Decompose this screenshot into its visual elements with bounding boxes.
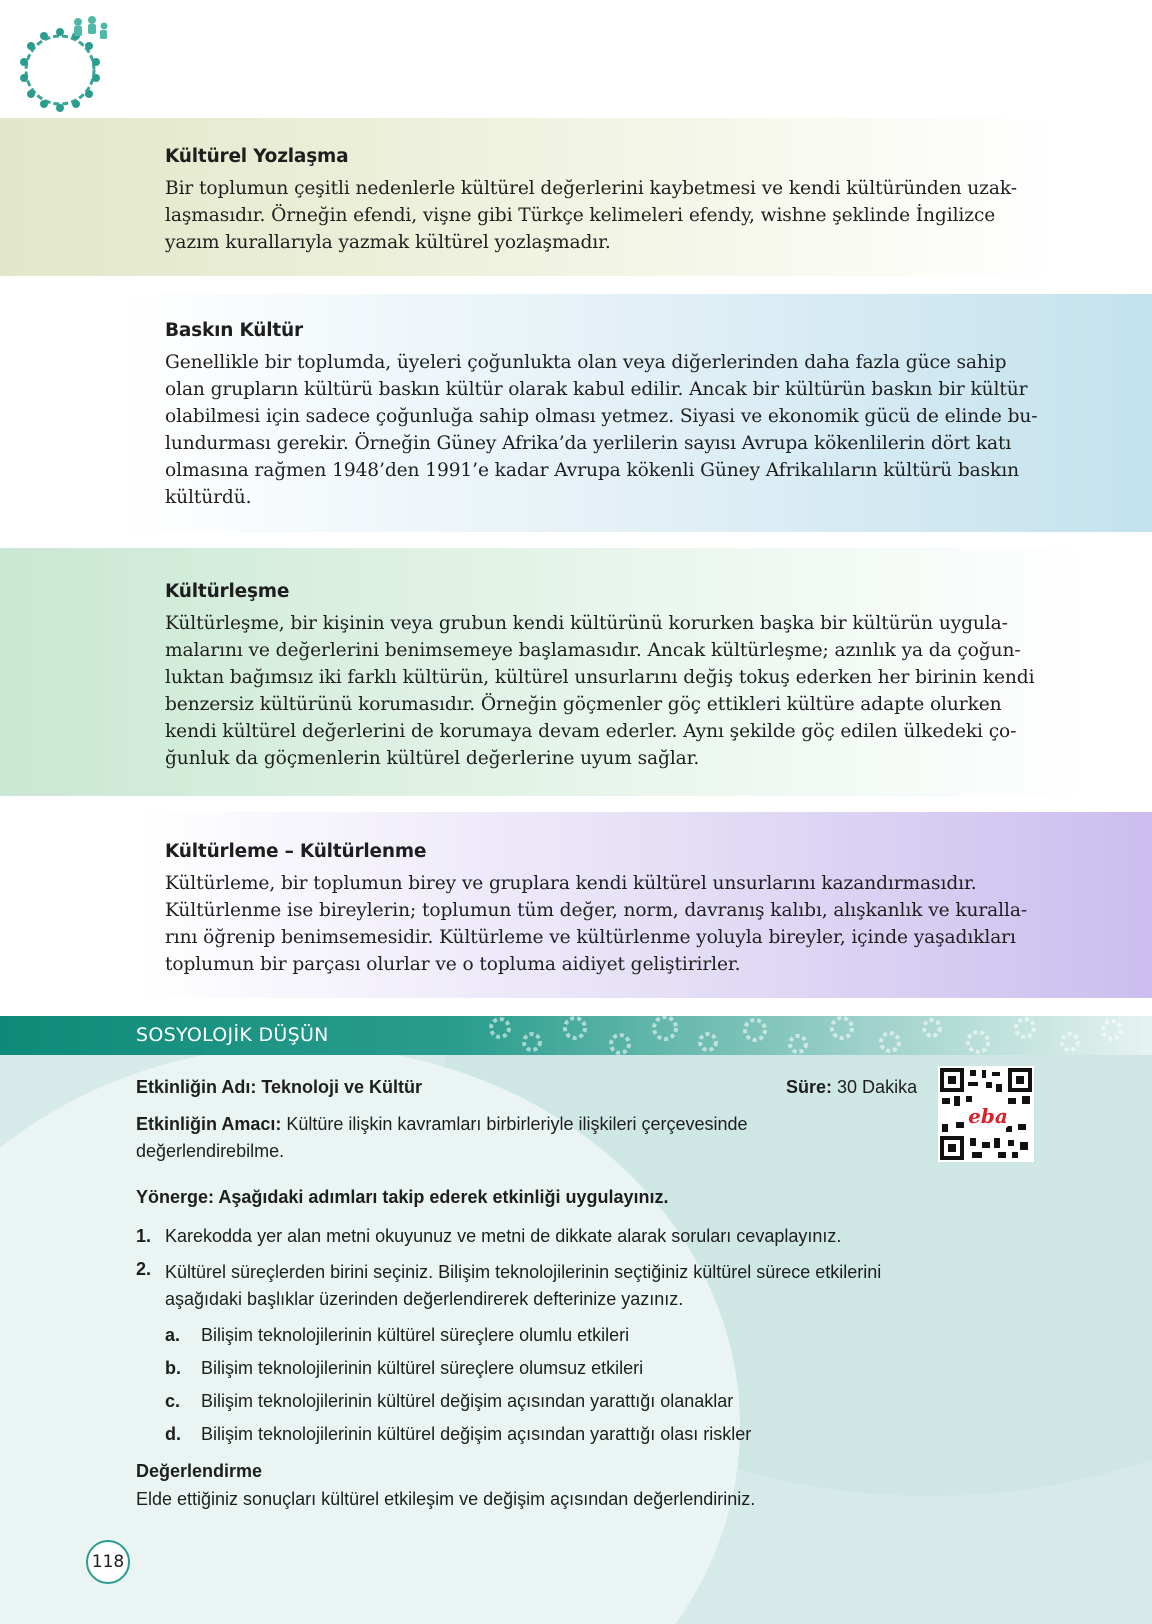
step-number: 2.	[136, 1259, 152, 1279]
duration-value: 30 Dakika	[837, 1077, 918, 1097]
eba-logo-text: eba	[968, 1104, 1008, 1128]
step-text	[165, 1259, 881, 1313]
section-body	[165, 870, 1035, 978]
section-title: Kültürel Yozlaşma	[165, 146, 349, 167]
duration-row	[786, 1077, 917, 1098]
body-line: Kültürleme, bir toplumun birey ve gruplara kendi kültürel unsurlarını kazandırmasıdır.	[165, 873, 977, 894]
section-title: Kültürleşme	[165, 581, 290, 602]
duration-label: Süre:	[786, 1077, 833, 1097]
body-line: Kültürleşme, bir kişinin veya grubun kendi kültürünü korurken başka bir kültürün uygula-	[165, 613, 1008, 634]
body-line: olmasına rağmen 1948’den 1991’e kadar Avrupa kökenli Güney Afrikalıların kültürü baskın	[165, 460, 1019, 481]
body-line: Genellikle bir toplumda, üyeleri çoğunlukta olan veya diğerlerinden daha fazla güce sahip	[165, 352, 1007, 373]
body-line: Kültürlenme ise bireylerin; toplumun tüm değer, norm, davranış kalıbı, alışkanlık ve kuralla-	[165, 900, 1028, 921]
section-title: Baskın Kültür	[165, 320, 303, 341]
body-line: Bir toplumun çeşitli nedenlerle kültürel değerlerini kaybetmesi ve kendi kültüründen uzak-	[165, 178, 1017, 199]
subitem-text: Bilişim teknolojilerinin kültürel değişim açısından yarattığı olası riskler	[201, 1424, 752, 1444]
body-line: kendi kültürel değerlerini de korumaya devam ederler. Aynı şekilde göç edilen ülkedeki ço-	[165, 721, 1017, 742]
body-line: olan grupların kültürü baskın kültür olarak kabul edilir. Ancak bir kültürün baskın bir kültür	[165, 379, 1028, 400]
body-line: olabilmesi için sadece çoğunluğa sahip olması yetmez. Siyasi ve ekonomik gücü de elinde bu-	[165, 406, 1038, 427]
section-kulturel-yozlasma	[165, 146, 1035, 256]
gears-icon	[480, 1016, 1152, 1055]
body-line: kültürdü.	[165, 487, 252, 508]
activity-name-row	[136, 1077, 422, 1098]
subitem-letter: d.	[165, 1424, 181, 1444]
step-text: Karekodda yer alan metni okuyunuz ve metni de dikkate alarak soruları cevaplayınız.	[165, 1226, 842, 1246]
subitem-letter: c.	[165, 1391, 181, 1411]
body-line: toplumun bir parçası olurlar ve o topluma aidiyet geliştirirler.	[165, 954, 741, 975]
purpose-line: değerlendirebilme.	[136, 1141, 285, 1161]
activity-name-value: Teknoloji ve Kültür	[261, 1077, 423, 1097]
subitem-letter: b.	[165, 1358, 181, 1378]
activity-purpose	[136, 1111, 748, 1165]
step-line: Kültürel süreçlerden birini seçiniz. Bilişim teknolojilerinin seçtiğiniz kültürel sürece etkilerini	[165, 1262, 882, 1282]
body-line: malarını ve değerlerini benimsemeye başlamasıdır. Ancak kültürleşme; azınlık ya da çoğun-	[165, 640, 1021, 661]
body-line: rını öğrenip benimsemesidir. Kültürleme ve kültürlenme yoluyla bireyler, içinde yaşadıkları	[165, 927, 1016, 948]
section-baskin-kultur	[165, 320, 1038, 511]
people-circle-logo-icon	[16, 14, 108, 114]
qr-code-icon[interactable]	[938, 1066, 1034, 1162]
purpose-line: Kültüre ilişkin kavramları birbirleriyle ilişkileri çerçevesinde	[286, 1114, 748, 1134]
section-kulturlesme	[165, 581, 1035, 772]
purpose-label: Etkinliğin Amacı:	[136, 1114, 282, 1134]
section-kulturleme-kulturlenme	[165, 841, 1035, 978]
section-body	[165, 349, 1038, 511]
evaluation-text: Elde ettiğiniz sonuçları kültürel etkileşim ve değişim açısından değerlendiriniz.	[136, 1489, 756, 1509]
subitem-text: Bilişim teknolojilerinin kültürel süreçlere olumlu etkileri	[201, 1325, 630, 1345]
directive: Yönerge: Aşağıdaki adımları takip ederek etkinliği uygulayınız.	[136, 1187, 669, 1207]
step-number: 1.	[136, 1226, 152, 1246]
body-line: luktan bağımsız iki farklı kültürün, kültürel unsurlarını değiş tokuş ederken her birinin kendi	[165, 667, 1035, 688]
page-number: 118	[86, 1540, 130, 1584]
evaluation-title: Değerlendirme	[136, 1461, 263, 1481]
subitem-text: Bilişim teknolojilerinin kültürel değişim açısından yarattığı olanaklar	[201, 1391, 734, 1411]
body-line: benzersiz kültürünü korumasıdır. Örneğin göçmenler göç ettikleri kültüre adapte olurken	[165, 694, 1002, 715]
body-line: yazım kurallarıyla yazmak kültürel yozlaşmadır.	[165, 232, 611, 253]
activity-header-title: SOSYOLOJİK DÜŞÜN	[136, 1024, 329, 1046]
body-line: ğunluk da göçmenlerin kültürel değerlerine uyum sağlar.	[165, 748, 700, 769]
body-line: laşmasıdır. Örneğin efendi, vişne gibi Türkçe kelimeleri efendy, wishne şeklinde İngilizce	[165, 205, 996, 226]
activity-name-label: Etkinliğin Adı:	[136, 1077, 257, 1097]
body-line: lundurması gerekir. Örneğin Güney Afrika’da yerlilerin sayısı Avrupa kökenlilerin dört katı	[165, 433, 1012, 454]
section-title: Kültürleme – Kültürlenme	[165, 841, 427, 862]
section-body	[165, 175, 1035, 256]
step-line: aşağıdaki başlıklar üzerinden değerlendirerek defterinize yazınız.	[165, 1289, 684, 1309]
section-body	[165, 610, 1035, 772]
subitem-letter: a.	[165, 1325, 181, 1345]
subitem-text: Bilişim teknolojilerinin kültürel süreçlere olumsuz etkileri	[201, 1358, 644, 1378]
